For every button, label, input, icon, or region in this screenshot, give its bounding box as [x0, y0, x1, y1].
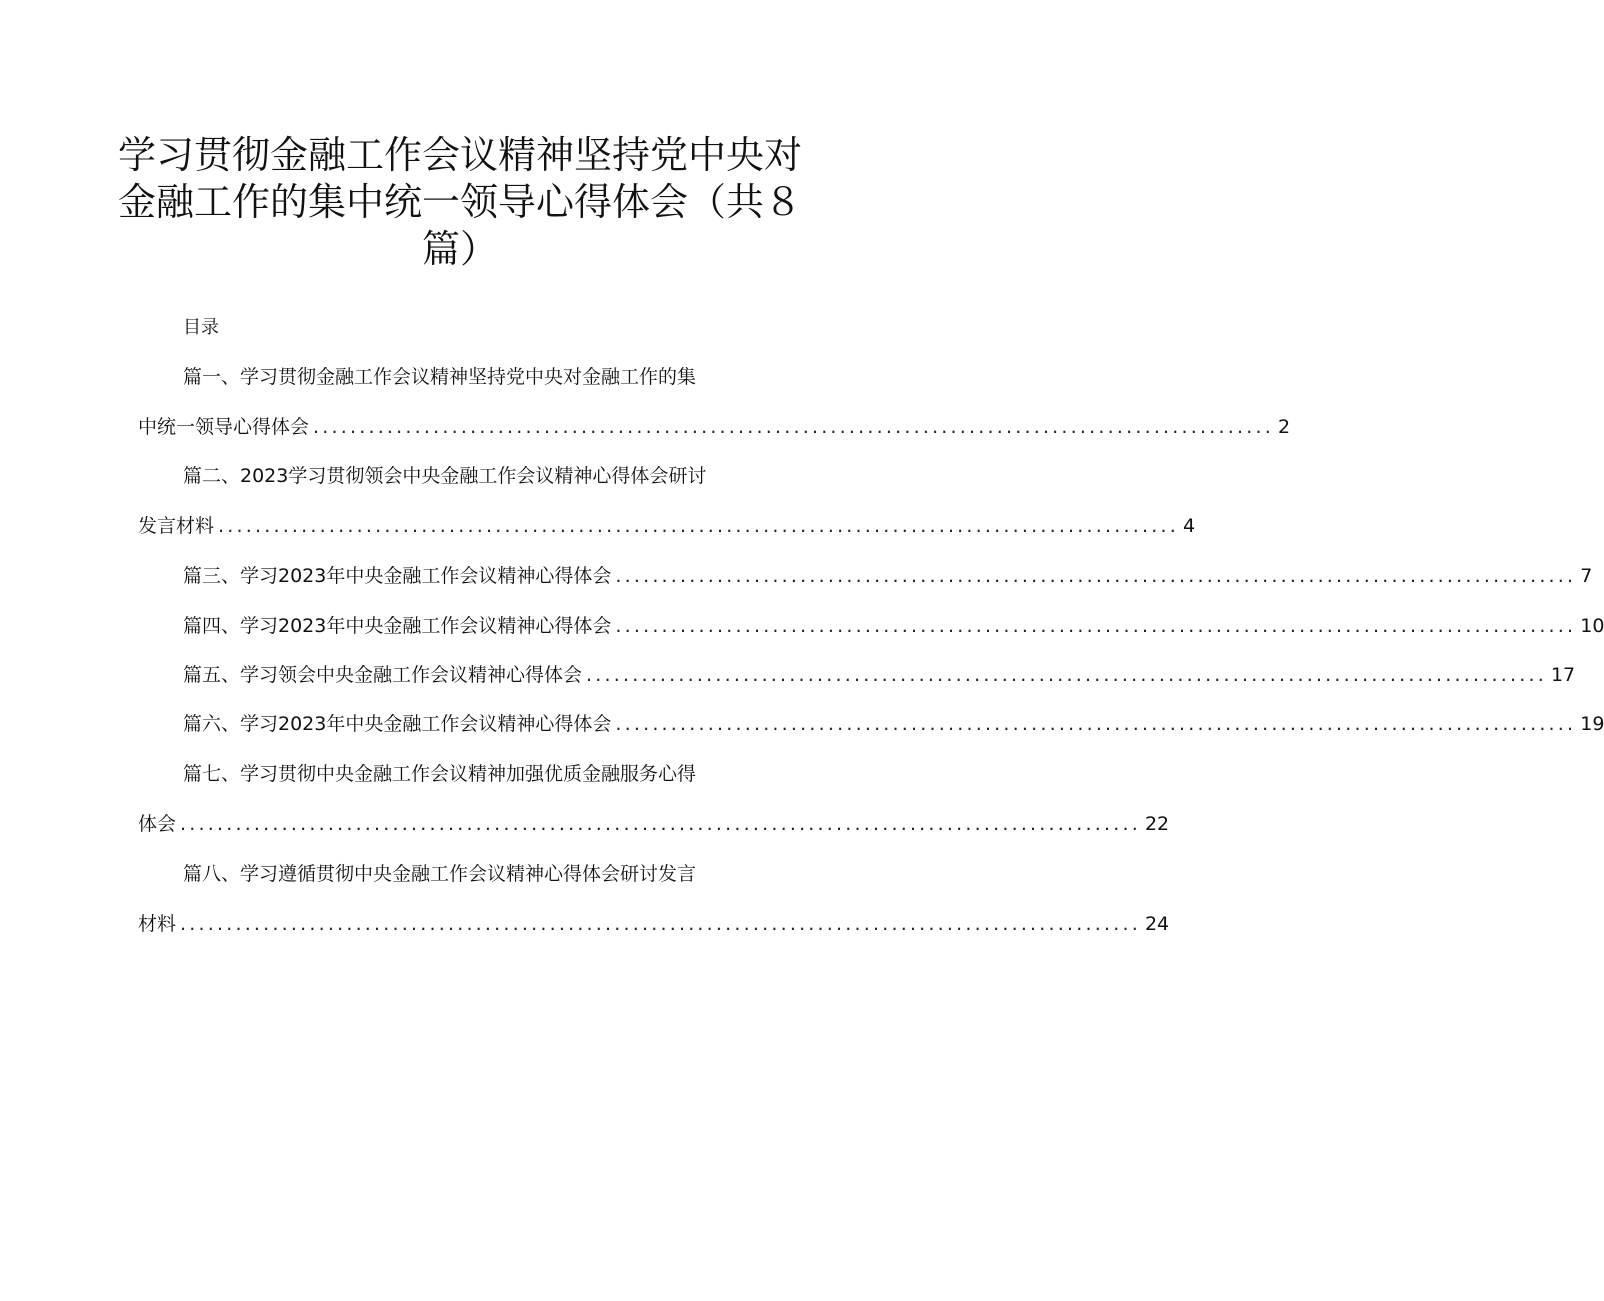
toc-page-number: 4	[1182, 515, 1196, 537]
toc-entry-text: 篇六、学习2023年中央金融工作会议精神心得体会	[183, 713, 612, 735]
toc-entry-6[interactable]	[183, 709, 1604, 739]
toc-entry-8-line-1[interactable]: 篇八、学习遵循贯彻中央金融工作会议精神心得体会研讨发言	[183, 863, 697, 885]
title-line-2: 金融工作的集中统一领导心得体会（共８	[117, 180, 802, 224]
toc-entry-7-line-2[interactable]	[138, 809, 1170, 839]
title-line-3: 篇）	[421, 227, 498, 271]
toc-page-number: 2	[1277, 416, 1291, 438]
document-title	[110, 132, 810, 273]
toc-entry-text: 发言材料	[138, 515, 215, 537]
toc-leader-dots: ........................................................................................................	[586, 664, 1547, 686]
toc-leader-dots: ........................................................................................................	[615, 615, 1577, 637]
toc-entry-1-line-2[interactable]	[138, 412, 1291, 442]
toc-entry-3[interactable]	[183, 561, 1593, 591]
toc-entry-text: 材料	[138, 913, 177, 935]
toc-page-number: 22	[1144, 813, 1170, 835]
toc-page-number: 24	[1144, 913, 1170, 935]
toc-entry-1-line-1[interactable]: 篇一、学习贯彻金融工作会议精神坚持党中央对金融工作的集	[183, 366, 697, 388]
toc-entry-text: 篇四、学习2023年中央金融工作会议精神心得体会	[183, 615, 612, 637]
toc-entry-text: 篇三、学习2023年中央金融工作会议精神心得体会	[183, 565, 612, 587]
toc-leader-dots: ........................................................................................................	[615, 713, 1577, 735]
toc-leader-dots: ........................................................................................................	[615, 565, 1577, 587]
title-line-1: 学习贯彻金融工作会议精神坚持党中央对	[117, 133, 802, 177]
toc-heading: 目录	[183, 317, 219, 338]
toc-leader-dots: ........................................................................................................	[313, 416, 1274, 438]
toc-page-number: 7	[1580, 565, 1593, 587]
toc-entry-2-line-1[interactable]: 篇二、2023学习贯彻领会中央金融工作会议精神心得体会研讨	[183, 465, 707, 487]
toc-entry-8-line-2[interactable]	[138, 909, 1170, 939]
toc-leader-dots: ........................................................................................................	[180, 813, 1141, 835]
toc-entry-text: 中统一领导心得体会	[138, 416, 310, 438]
toc-page-number: 10	[1580, 615, 1604, 637]
toc-page-number: 17	[1550, 664, 1576, 686]
toc-entry-2-line-2[interactable]	[138, 511, 1196, 541]
toc-entry-text: 篇五、学习领会中央金融工作会议精神心得体会	[183, 664, 583, 686]
toc-leader-dots: ........................................................................................................	[218, 515, 1179, 537]
toc-entry-4[interactable]	[183, 611, 1604, 641]
toc-entry-7-line-1[interactable]: 篇七、学习贯彻中央金融工作会议精神加强优质金融服务心得	[183, 763, 697, 785]
toc-entry-5[interactable]	[183, 660, 1576, 690]
toc-entry-text: 体会	[138, 813, 177, 835]
toc-leader-dots: ........................................................................................................	[180, 913, 1141, 935]
toc-page-number: 19	[1580, 713, 1604, 735]
